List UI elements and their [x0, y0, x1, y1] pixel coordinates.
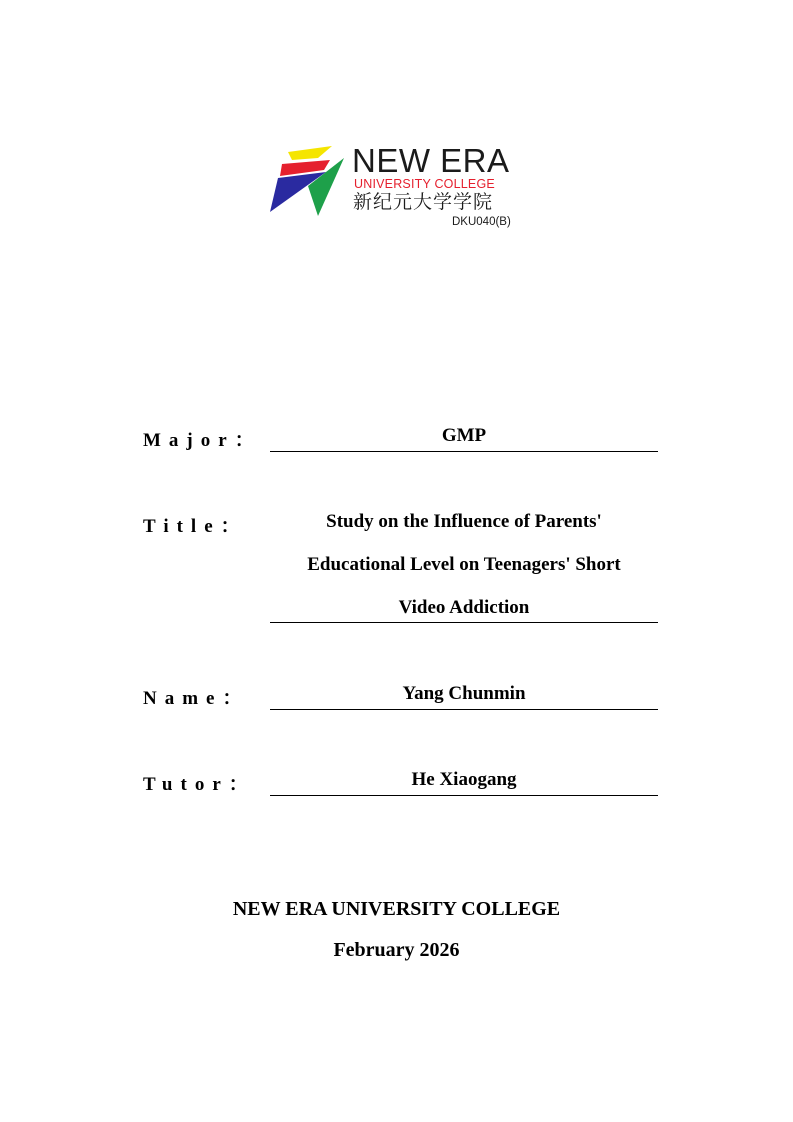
title-line-3: Video Addiction — [398, 597, 530, 618]
major-value-text: GMP — [441, 425, 487, 446]
title-line-1: Study on the Influence of Parents' — [326, 511, 602, 532]
name-value — [270, 683, 658, 710]
tutor-label: Tutor： — [143, 774, 256, 795]
logo-chinese-name: 新纪元大学学院 — [353, 191, 494, 213]
tutor-value — [270, 769, 658, 796]
submission-date: February 2026 — [333, 939, 460, 961]
title-value — [270, 500, 658, 623]
logo-code: DKU040(B) — [452, 216, 511, 228]
logo-name: NEW ERA — [352, 142, 510, 179]
logo-emblem-icon — [268, 146, 348, 216]
tutor-value-text: He Xiaogang — [411, 769, 517, 790]
name-label: Name： — [143, 688, 250, 709]
institution-name: NEW ERA UNIVERSITY COLLEGE — [232, 898, 561, 920]
university-logo — [268, 142, 528, 236]
logo-subtitle: UNIVERSITY COLLEGE — [354, 177, 495, 191]
major-label: Major： — [143, 430, 262, 451]
major-value — [270, 425, 658, 452]
name-value-text: Yang Chunmin — [402, 683, 526, 704]
title-label: Title： — [143, 516, 248, 537]
title-line-2: Educational Level on Teenagers' Short — [307, 554, 621, 575]
